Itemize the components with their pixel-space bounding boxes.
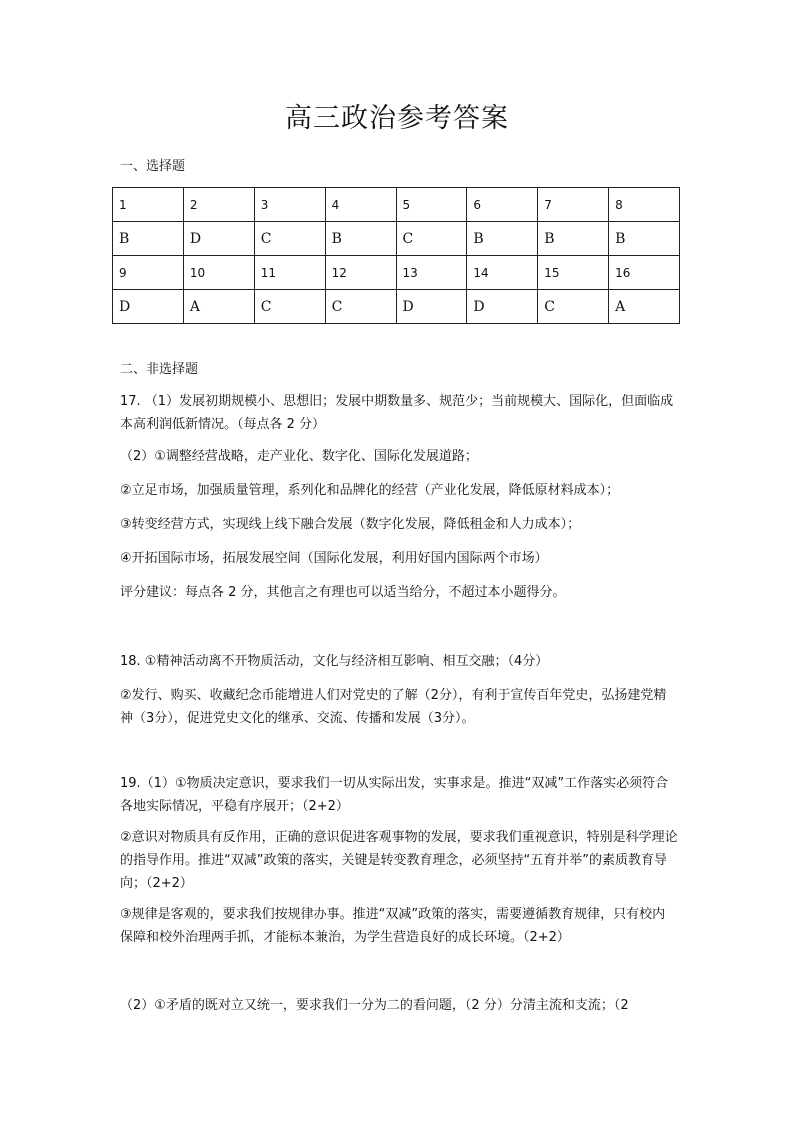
q19-part1-point2: ②意识对物质具有反作用，正确的意识促进客观事物的发展，要求我们重视意识，特别是科学理论的指导作用。推进“双减”政策的落实，关键是转变教育理念，必须坚持“五育并举”的素质教育导向；（2+2） (120, 830, 678, 891)
table-cell: D (467, 290, 538, 324)
q18-point1: 18. ①精神活动离不开物质活动，文化与经济相互影响、相互交融；（4分） (120, 654, 549, 669)
table-cell: 15 (538, 256, 609, 290)
table-row (113, 188, 680, 222)
q17-part1: 17. （1）发展初期规模小、思想旧；发展中期数量多、规范少；当前规模大、国际化，但面临成本高利润低新情况。（每点各 2 分） (120, 394, 674, 432)
table-cell: B (113, 222, 184, 256)
q19-part2-point1: （2）①矛盾的既对立又统一，要求我们一分为二的看问题，（2 分）分清主流和支流；（2 (120, 998, 629, 1013)
q17-part2-point2: ②立足市场，加强质量管理，系列化和品牌化的经营（产业化发展，降低原材料成本）； (120, 483, 620, 498)
table-cell: 9 (113, 256, 184, 290)
table-cell: D (113, 290, 184, 324)
table-row (113, 256, 680, 290)
table-cell: 11 (254, 256, 325, 290)
q17-part2-point4: ④开拓国际市场，拓展发展空间（国际化发展，利用好国内国际两个市场） (120, 551, 548, 566)
table-cell: 4 (325, 188, 396, 222)
table-cell: C (538, 290, 609, 324)
q19-part1-point1: 19.（1）①物质决定意识，要求我们一切从实际出发，实事求是。推进“双减”工作落实必须符合各地实际情况，平稳有序展开；（2+2） (120, 776, 669, 814)
table-cell: 2 (183, 188, 254, 222)
table-cell: B (325, 222, 396, 256)
table-cell: D (396, 290, 467, 324)
q19-part1-point3: ③规律是客观的，要求我们按规律办事。推进“双减”政策的落实，需要遵循教育规律，只有校内保障和校外治理两手抓，才能标本兼治，为学生营造良好的成长环境。（2+2） (120, 907, 666, 945)
table-cell: B (609, 222, 680, 256)
table-cell: 10 (183, 256, 254, 290)
table-cell: 8 (609, 188, 680, 222)
section-heading-choice: 一、选择题 (120, 159, 186, 174)
table-cell: 13 (396, 256, 467, 290)
q17-scoring-note: 评分建议：每点各 2 分，其他言之有理也可以适当给分，不超过本小题得分。 (120, 585, 566, 600)
table-cell: C (396, 222, 467, 256)
table-cell: C (254, 222, 325, 256)
table-cell: A (183, 290, 254, 324)
table-cell: C (254, 290, 325, 324)
table-row (113, 290, 680, 324)
q17-part2-point1: （2）①调整经营战略，走产业化、数字化、国际化发展道路； (120, 449, 478, 464)
q17-part2-point3: ③转变经营方式，实现线上线下融合发展（数字化发展，降低租金和人力成本）； (120, 517, 581, 532)
table-cell: A (609, 290, 680, 324)
table-cell: B (467, 222, 538, 256)
table-cell: B (538, 222, 609, 256)
table-cell: C (325, 290, 396, 324)
section-heading-nonchoice: 二、非选择题 (120, 362, 199, 377)
table-cell: 7 (538, 188, 609, 222)
table-cell: 5 (396, 188, 467, 222)
table-cell: D (183, 222, 254, 256)
table-cell: 14 (467, 256, 538, 290)
table-cell: 16 (609, 256, 680, 290)
table-cell: 3 (254, 188, 325, 222)
table-cell: 12 (325, 256, 396, 290)
table-row (113, 222, 680, 256)
page-title: 高三政治参考答案 (285, 103, 509, 134)
table-cell: 6 (467, 188, 538, 222)
q18-point2: ②发行、购买、收藏纪念币能增进人们对党史的了解（2分），有利于宣传百年党史，弘扬建党精神（3分），促进党史文化的继承、交流、传播和发展（3分）。 (120, 688, 667, 726)
table-cell: 1 (113, 188, 184, 222)
answer-table (112, 187, 680, 324)
